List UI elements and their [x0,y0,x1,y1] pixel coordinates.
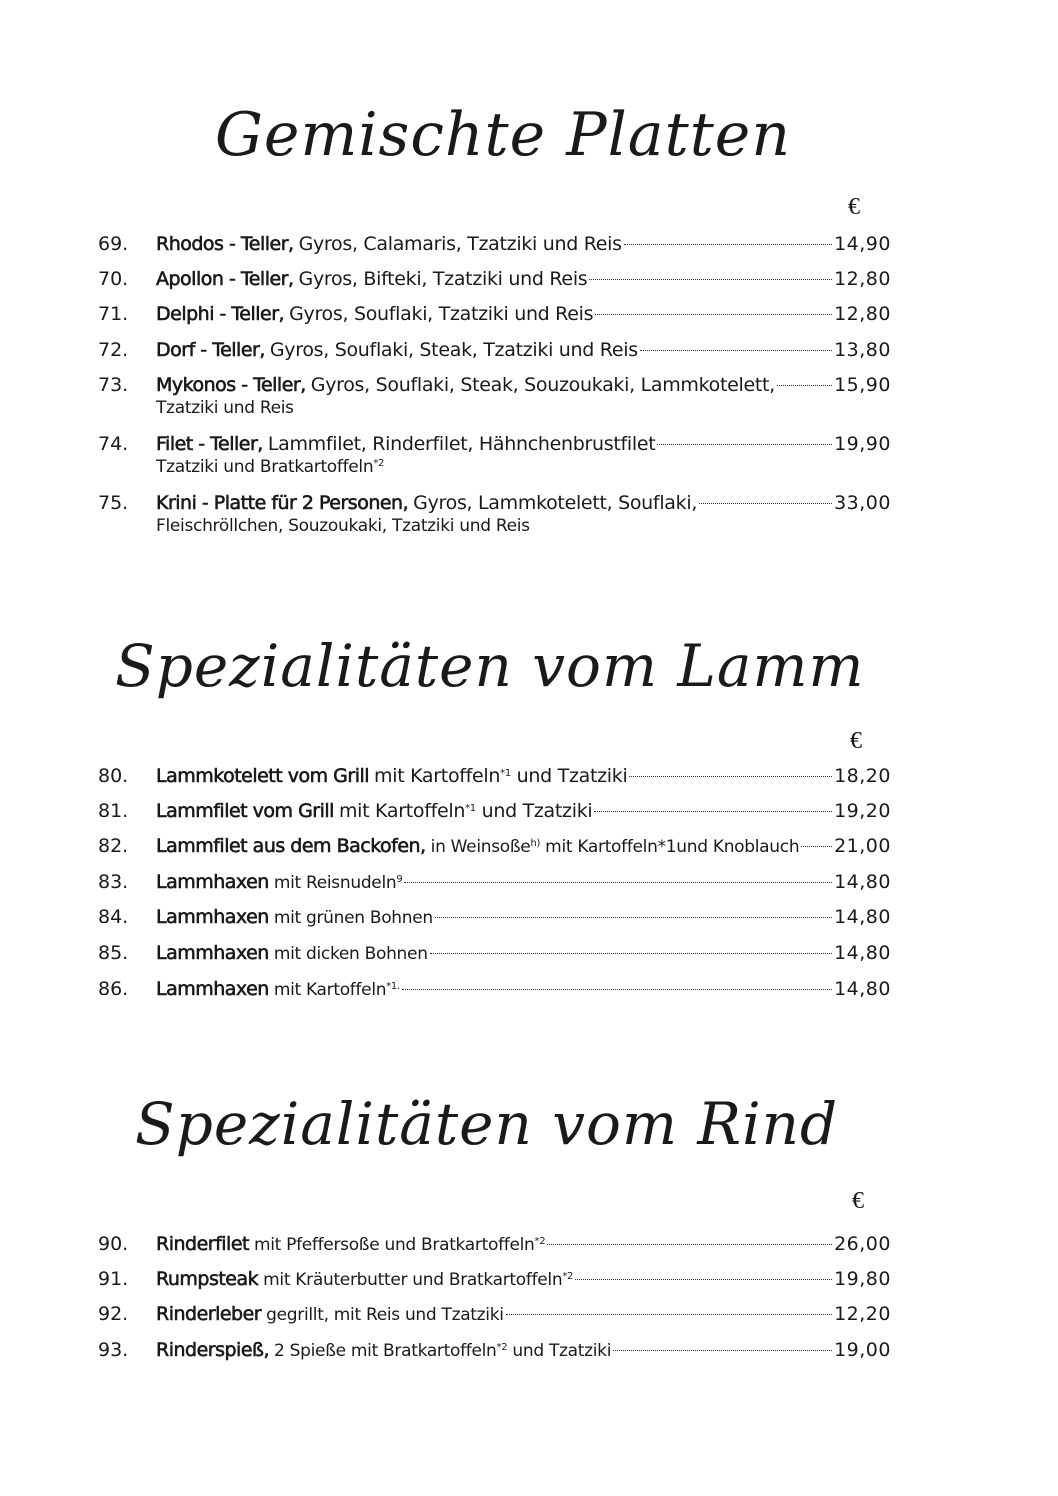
footnote-marker: *2 [534,1236,546,1247]
footnote-marker: *1 [465,803,476,814]
dot-leader [624,244,832,245]
item-name: Lammfilet aus dem Backofen, [156,835,426,857]
dot-leader [430,953,832,954]
item-description [374,764,627,788]
item-first-line [156,491,891,515]
item-price: 13,80 [834,339,891,361]
item-description-line2-text: Fleischröllchen, Souzoukaki, Tzatziki und Reis [156,516,530,536]
item-name: Lammhaxen [156,871,269,893]
item-price: 26,00 [834,1233,891,1255]
item-first-line [156,905,891,930]
item-first-line [156,834,891,859]
item-description [274,871,403,895]
item-name: Rinderleber [156,1303,262,1325]
item-description-continued: und Tzatziki [507,1341,612,1361]
item-body [156,373,891,419]
item-description-text: Lammfilet, Rinderfilet, Hähnchenbrustfilet [267,433,656,455]
item-number: 81. [98,800,129,822]
item-body [156,1302,891,1327]
item-description [274,942,428,966]
item-first-line [156,764,891,788]
item-name: Dorf - Teller, [156,339,265,361]
item-number: 72. [98,339,129,361]
item-price: 15,90 [834,374,891,396]
item-description [274,906,433,930]
item-body [156,977,891,1002]
item-description-line2-text: Tzatziki und Bratkartoffeln [156,457,374,477]
item-body [156,834,891,859]
item-first-line [156,338,891,362]
item-description [266,1303,504,1327]
item-number: 73. [98,374,129,396]
item-name: Rhodos - Teller, [156,233,294,255]
item-price: 12,80 [834,268,891,290]
item-name: Delphi - Teller, [156,303,285,325]
item-description [274,1339,611,1363]
item-description-text: Gyros, Souflaki, Steak, Tzatziki und Reis [269,339,638,361]
item-name: Lammhaxen [156,978,269,1000]
item-first-line [156,1338,891,1363]
item-number: 83. [98,871,129,893]
item-body [156,941,891,966]
item-description [299,267,588,291]
item-description-line2 [156,397,891,419]
dot-leader [613,1350,832,1351]
dot-leader [589,279,832,280]
item-first-line [156,870,891,895]
item-number: 93. [98,1339,129,1361]
item-first-line [156,373,891,397]
item-description-text: mit dicken Bohnen [273,944,428,964]
footnote-marker: 9 [396,874,403,885]
item-description-text: Gyros, Calamaris, Tzatziki und Reis [298,233,622,255]
item-description-text: mit grünen Bohnen [273,908,433,928]
item-body [156,905,891,930]
item-description-text: in Weinsoße [430,837,531,857]
item-first-line [156,232,891,256]
dot-leader [402,989,832,990]
item-first-line [156,267,891,291]
item-number: 80. [98,765,129,787]
item-number: 92. [98,1303,129,1325]
item-body [156,799,891,823]
item-description-text: Gyros, Lammkotelett, Souflaki, [413,492,698,514]
item-description-continued: mit Kartoffeln*1und Knoblauch [540,837,800,857]
item-description [431,835,800,859]
item-number: 74. [98,433,129,455]
item-description [254,1233,545,1257]
item-first-line [156,1302,891,1327]
item-description [263,1268,573,1292]
item-number: 75. [98,492,129,514]
item-price: 12,20 [834,1303,891,1325]
section-title: Spezialitäten vom Lamm [115,632,865,700]
dot-leader [595,314,832,315]
dot-leader [640,350,832,351]
dot-leader [547,1244,832,1245]
currency-label: € [852,1188,864,1214]
item-description [274,978,400,1002]
item-body [156,491,891,537]
section-title: Spezialitäten vom Rind [135,1090,839,1158]
dot-leader [404,882,832,883]
item-description-text: mit Kartoffeln [374,765,501,787]
item-first-line [156,432,891,456]
item-price: 19,80 [834,1268,891,1290]
footnote-marker: *1 [500,768,511,779]
item-body [156,302,891,326]
item-name: Lammfilet vom Grill [156,800,334,822]
item-price: 14,80 [834,906,891,928]
item-number: 82. [98,835,129,857]
item-description-line2 [156,515,891,537]
item-number: 85. [98,942,129,964]
item-name: Rumpsteak [156,1268,259,1290]
dot-leader [657,444,832,445]
footnote-marker: *2 [562,1271,574,1282]
item-number: 69. [98,233,129,255]
item-price: 12,80 [834,303,891,325]
item-number: 86. [98,978,129,1000]
item-price: 19,20 [834,800,891,822]
dot-leader [435,917,832,918]
item-description [311,373,775,397]
item-description-continued: und Tzatziki [475,800,593,822]
item-first-line [156,977,891,1002]
item-name: Krini - Platte für 2 Personen, [156,492,409,514]
item-description-text: mit Pfeffersoße und Bratkartoffeln [253,1235,535,1255]
dot-leader [506,1314,832,1315]
item-description [268,432,656,456]
item-price: 21,00 [834,835,891,857]
dot-leader [777,385,832,386]
item-description-line2 [156,456,891,478]
item-body [156,870,891,895]
item-description [289,302,593,326]
footnote-marker: *2 [496,1342,508,1353]
item-first-line [156,1232,891,1257]
item-body [156,764,891,788]
item-description-text: Gyros, Souflaki, Tzatziki und Reis [289,303,594,325]
item-description [299,232,622,256]
item-name: Apollon - Teller, [156,268,294,290]
item-description-text: mit Kartoffeln [338,800,466,822]
item-description [270,338,638,362]
item-body [156,1232,891,1257]
item-description-text: mit Kartoffeln [273,980,387,1000]
item-first-line [156,302,891,326]
footnote-marker: h) [530,838,541,849]
item-description-text: gegrillt, mit Reis und Tzatziki [266,1305,504,1325]
item-name: Lammhaxen [156,942,269,964]
item-body [156,267,891,291]
item-body [156,1338,891,1363]
footnote-marker: *2 [373,458,385,469]
item-description-text: 2 Spieße mit Bratkartoffeln [274,1341,497,1361]
item-price: 14,80 [834,871,891,893]
item-body [156,338,891,362]
item-price: 14,80 [834,978,891,1000]
item-description [339,799,592,823]
item-name: Rinderspieß, [156,1339,270,1361]
item-name: Lammkotelett vom Grill [156,765,370,787]
item-description-line2-text: Tzatziki und Reis [156,398,294,418]
item-price: 33,00 [834,492,891,514]
item-name: Mykonos - Teller, [156,374,306,396]
footnote-marker: *1. [386,981,400,992]
currency-label: € [850,728,862,754]
item-first-line [156,799,891,823]
item-number: 91. [98,1268,129,1290]
item-description-text: mit Reisnudeln [273,873,397,893]
item-name: Rinderfilet [156,1233,249,1255]
item-description-continued: und Tzatziki [510,765,628,787]
item-number: 84. [98,906,129,928]
item-name: Filet - Teller, [156,433,263,455]
dot-leader [699,503,832,504]
item-number: 70. [98,268,129,290]
item-description [413,491,697,515]
item-price: 19,90 [834,433,891,455]
item-body [156,1267,891,1292]
item-price: 18,20 [834,765,891,787]
item-first-line [156,941,891,966]
item-number: 71. [98,303,129,325]
item-price: 19,00 [834,1339,891,1361]
item-description-text: mit Kräuterbutter und Bratkartoffeln [263,1270,563,1290]
item-price: 14,80 [834,942,891,964]
dot-leader [575,1279,832,1280]
item-price: 14,90 [834,233,891,255]
dot-leader [629,776,832,777]
item-name: Lammhaxen [156,906,269,928]
currency-label: € [848,194,860,220]
item-body [156,432,891,478]
item-description-text: Gyros, Bifteki, Tzatziki und Reis [298,268,588,290]
dot-leader [801,846,832,847]
item-body [156,232,891,256]
item-number: 90. [98,1233,129,1255]
section-title: Gemischte Platten [215,100,791,170]
item-description-text: Gyros, Souflaki, Steak, Souzoukaki, Lammkotelett, [310,374,775,396]
item-first-line [156,1267,891,1292]
dot-leader [594,811,832,812]
